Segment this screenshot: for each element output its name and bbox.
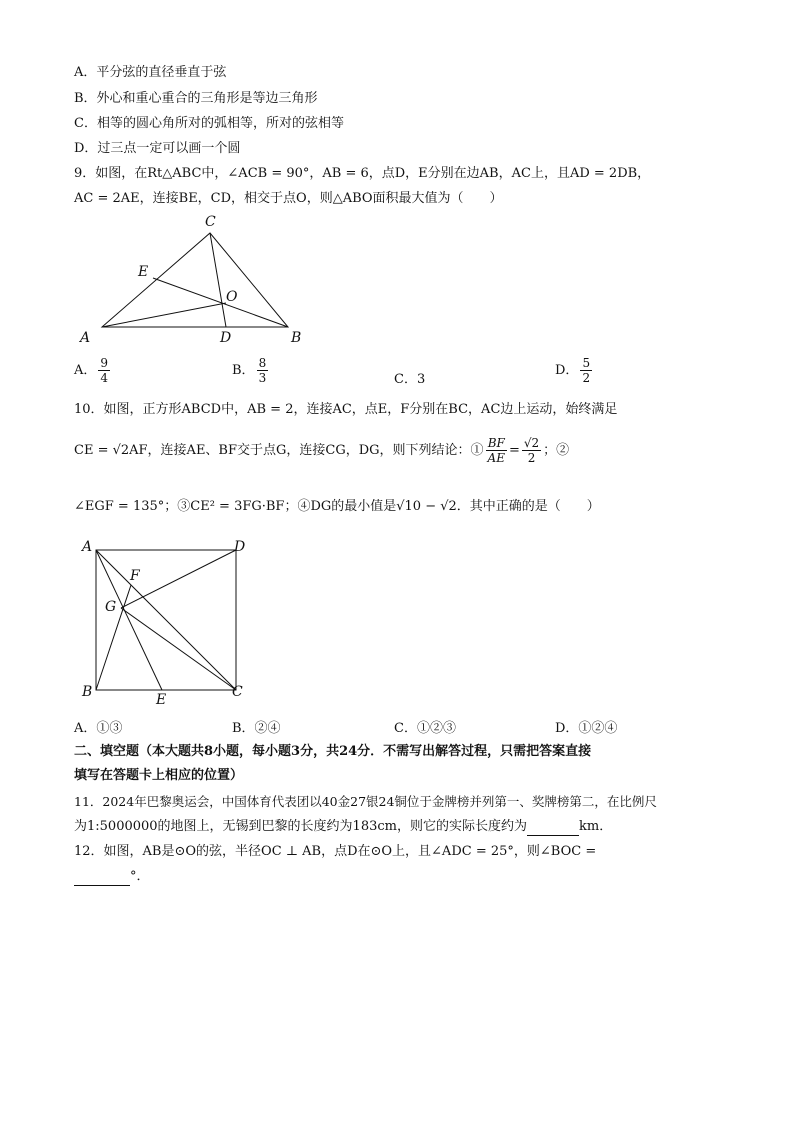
q10-frac-den: AE [487,451,505,465]
q10-label-c: C [232,684,243,700]
q10-label-d: D [234,539,246,555]
q11-stem-line2 [74,818,612,836]
q12-answer-blank[interactable] [74,871,130,886]
q11-line2-post: km． [578,819,613,834]
q12-stem-line2 [74,868,150,886]
q10-frac-num: BF [487,436,505,450]
section2-heading-line2: 填写在答题卡上相应的位置） [74,768,244,783]
q9-option-b [232,356,270,385]
q8-option-c: C．相等的圆心角所对的弧相等，所对的弦相等 [74,116,344,131]
q12-line2-post: °． [130,869,150,884]
q10-square-figure [74,534,264,709]
q9-option-b-num: 8 [258,356,267,370]
q10-line2-pre: CE = √2AF，连接AE、BF交于点G，连接CG，DG，则下列结论：① [74,443,484,458]
q8-option-b: B．外心和重心重合的三角形是等边三角形 [74,91,318,106]
section2-heading-line1: 二、填空题（本大题共8小题，每小题3分，共24分．不需写出解答过程，只需把答案直接 [74,744,592,759]
q9-label-d: D [220,330,232,346]
q12-stem-line1: 12．如图，AB是⊙O的弦，半径OC ⊥ AB，点D在⊙O上，且∠ADC = 25°，则∠BOC = [74,844,597,859]
q8-option-a: A．平分弦的直径垂直于弦 [74,65,227,80]
q10-option-a: A．①③ [74,721,123,736]
q10-rhs-num: √2 [523,436,540,450]
q9-option-a-label: A． [74,363,97,378]
q9-triangle-figure [74,210,314,350]
q9-option-a [74,356,112,385]
q9-stem-line1: 9．如图，在Rt△ABC中，∠ACB = 90°，AB = 6，点D，E分别在边AB，AC上，且AD = 2DB， [74,166,651,181]
q9-option-c: C．3 [394,372,426,387]
q9-label-c: C [205,214,216,230]
q9-label-o: O [226,289,238,305]
q9-label-b: B [291,330,302,346]
q9-option-d [555,356,594,385]
q10-label-a: A [82,539,93,555]
q11-line2-pre: 为1:5000000的地图上，无锡到巴黎的长度约为183cm，则它的实际长度约为 [74,819,527,834]
q10-label-f: F [130,568,140,584]
q10-stem-line1: 10．如图，正方形ABCD中，AB = 2，连接AC，点E，F分别在BC，AC边上运动，始终满足 [74,402,618,417]
q10-option-b: B．②④ [232,721,281,736]
q10-label-g: G [105,599,117,615]
q10-option-c: C．①②③ [394,721,456,736]
q10-label-e: E [156,692,167,708]
q9-option-b-label: B． [232,363,255,378]
q10-label-b: B [82,684,93,700]
q11-stem-line1: 11．2024年巴黎奥运会，中国体育代表团以40金27银24铜位于金牌榜并列第一、奖牌榜第二，在比例尺 [74,794,657,809]
q9-option-b-den: 3 [258,371,267,385]
q10-stem-line2: CE = √2AF，连接AE、BF交于点G，连接CG，DG，则下列结论：① $\frac{BF}{AE}$ = $\frac{√2}{2}$ ；② [74,436,570,465]
q9-option-d-num: 5 [582,356,591,370]
q10-line2-post: ；② [543,443,570,458]
q9-option-a-num: 9 [100,356,109,370]
q10-stem-line3: ∠EGF = 135°；③CE² = 3FG·BF；④DG的最小值是√10 − √2．其中正确的是（ ） [74,499,600,514]
q9-option-d-label: D． [555,363,579,378]
q11-answer-blank[interactable] [527,821,579,836]
q8-option-d: D．过三点一定可以画一个圆 [74,141,241,156]
q10-option-d: D．①②④ [555,721,618,736]
q10-rhs-den: 2 [527,451,536,465]
q9-stem-line2: AC = 2AE，连接BE，CD，相交于点O，则△ABO面积最大值为（ ） [74,191,503,206]
q9-label-a: A [80,330,91,346]
q9-option-a-den: 4 [100,371,109,385]
q9-option-d-den: 2 [582,371,591,385]
q9-label-e: E [138,264,149,280]
